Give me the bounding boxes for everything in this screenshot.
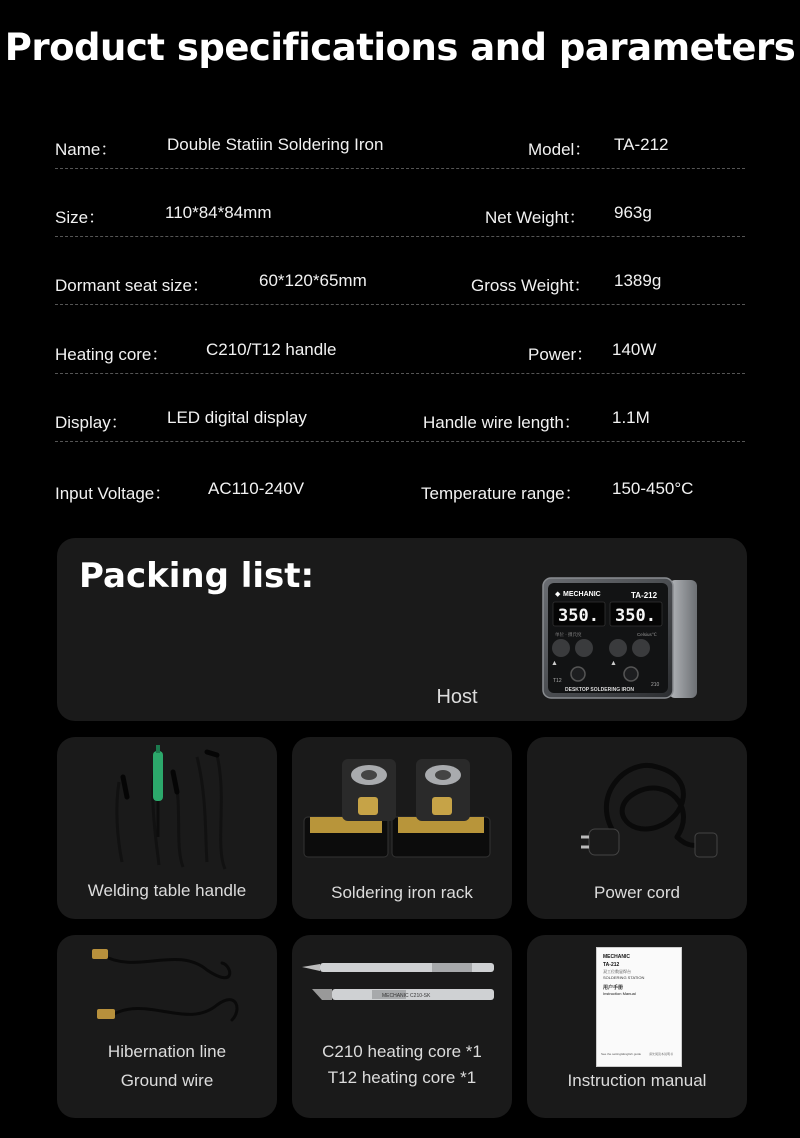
host-knob-icon: [609, 639, 627, 657]
item-label: T12 heating core *1: [327, 1068, 477, 1087]
spec-value: Double Statiin Soldering Iron: [167, 135, 384, 154]
packing-list-title: Packing list:: [79, 556, 315, 596]
item-label: Instruction manual: [567, 1071, 707, 1090]
spec-value: 963g: [614, 203, 652, 222]
item-label: Power cord: [594, 883, 680, 902]
item-label: Hibernation line: [107, 1042, 227, 1061]
host-knob-icon: [632, 639, 650, 657]
spec-row-input-voltage: [55, 473, 745, 513]
host-soldering-station: [539, 574, 701, 702]
host-label: Host: [436, 686, 478, 708]
spec-label: Dormant seat size：: [55, 276, 209, 295]
host-port-left: T12: [553, 678, 562, 684]
spec-value: 150-450°C: [612, 479, 694, 498]
spec-label: Temperature range：: [421, 484, 582, 503]
spec-label: Name：: [55, 140, 118, 159]
host-unit-right: Celsius℃: [637, 632, 657, 637]
item-card-iron-rack: [292, 737, 512, 919]
manual-cn-title: 双工位数显焊台: [603, 969, 631, 974]
packing-list-card: [57, 538, 747, 721]
heating-core-icon: [292, 935, 512, 1015]
power-cord-icon: [527, 737, 747, 877]
host-model: TA-212: [631, 591, 658, 600]
dashed-divider: [55, 168, 745, 169]
spec-value: LED digital display: [167, 408, 307, 427]
svg-text:◆: ◆: [555, 591, 561, 598]
host-port-icon: [624, 667, 638, 681]
item-card-heating-core: [292, 935, 512, 1118]
spec-value: TA-212: [614, 135, 669, 154]
host-footer: DESKTOP SOLDERING IRON: [565, 687, 634, 693]
svg-text:▲: ▲: [551, 660, 558, 667]
iron-rack-icon: [292, 737, 512, 877]
host-knob-icon: [552, 639, 570, 657]
svg-text:▲: ▲: [610, 660, 617, 667]
spec-value: 1389g: [614, 271, 662, 290]
spec-row-dormant-seat: [55, 265, 745, 305]
spec-label: Gross Weight：: [471, 276, 591, 295]
item-label: Welding table handle: [87, 881, 247, 900]
dashed-divider: [55, 373, 745, 374]
host-port-icon: [571, 667, 585, 681]
spec-label: Net Weight：: [485, 208, 586, 227]
host-display-right: 350.: [615, 606, 656, 626]
spec-label: Model：: [528, 140, 592, 159]
item-card-power-cord: [527, 737, 747, 919]
spec-label: Size：: [55, 208, 106, 227]
host-display-left: 350.: [558, 606, 599, 626]
manual-en-subtitle: Instruction Manual: [603, 991, 636, 996]
spec-value: 140W: [612, 340, 657, 359]
manual-brand: MECHANIC: [603, 954, 630, 960]
spec-row-heating-core: [55, 334, 745, 374]
page-title: Product specifications and parameters: [4, 26, 796, 69]
heating-core-tip-text: MECHANIC C210-SK: [382, 993, 431, 999]
spec-label: Heating core：: [55, 345, 169, 364]
spec-label: Power：: [528, 345, 594, 364]
item-label: Soldering iron rack: [331, 883, 473, 902]
dashed-divider: [55, 441, 745, 442]
spec-value: 1.1M: [612, 408, 650, 427]
spec-label: Input Voltage：: [55, 484, 172, 503]
spec-value: 110*84*84mm: [165, 203, 272, 222]
instruction-manual-icon: [596, 947, 682, 1067]
manual-model: TA-212: [603, 962, 620, 968]
item-label: Ground wire: [120, 1071, 214, 1090]
spec-value: C210/T12 handle: [206, 340, 337, 359]
spec-row-name: [55, 129, 745, 169]
spec-row-display: [55, 402, 745, 442]
dashed-divider: [55, 236, 745, 237]
manual-en-title: SOLDERING STATION: [603, 975, 645, 980]
item-card-welding-handle: [57, 737, 277, 919]
spec-label: Display：: [55, 413, 128, 432]
manual-footer-en: See the setting&English guide: [601, 1052, 642, 1056]
item-card-instruction-manual: [527, 935, 747, 1118]
manual-footer-cn: 请先阅读本说明书: [649, 1052, 674, 1056]
hibernation-ground-wire-icon: [57, 935, 277, 1035]
spec-row-size: [55, 197, 745, 237]
welding-handle-icon: [57, 737, 277, 877]
spec-value: 60*120*65mm: [259, 271, 367, 290]
host-port-right: 210: [651, 682, 660, 688]
manual-cn-subtitle: 用户手册: [603, 985, 624, 991]
item-card-hibernation-line: [57, 935, 277, 1118]
spec-label: Handle wire length：: [423, 413, 581, 432]
host-brand: MECHANIC: [563, 591, 601, 598]
host-knob-icon: [575, 639, 593, 657]
dashed-divider: [55, 304, 745, 305]
host-unit-left: 单位 · 摄氏度: [555, 632, 582, 637]
item-label: C210 heating core *1: [322, 1042, 482, 1061]
spec-value: AC110-240V: [208, 479, 305, 498]
